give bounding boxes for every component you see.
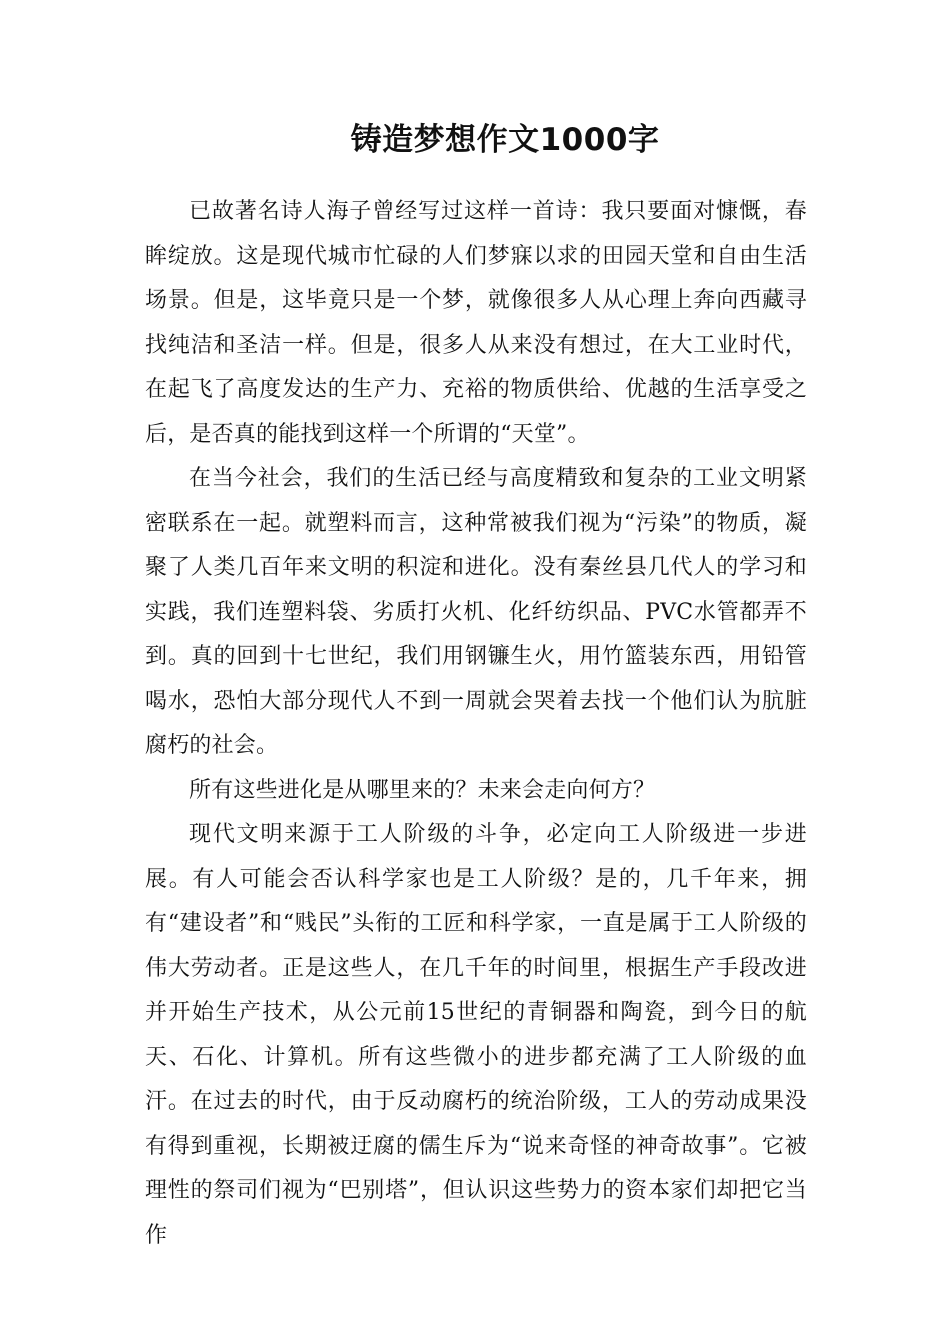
paragraph: 所有这些进化是从哪里来的？未来会走向何方？ xyxy=(189,777,656,803)
document-title: 铸造梦想作文1000字 xyxy=(350,122,660,158)
document-body xyxy=(145,190,807,1258)
paragraph: 现代文明来源于工人阶级的斗争，必定向工人阶级进一步进展。有人可能会否认科学家也是工人阶级？是的，几千年来，拥有“建设者”和“贱民”头衔的工匠和科学家，一直是属于工人阶级的伟大劳动者。正是这些人，在几千年的时间里，根据生产手段改进并开始生产技术，从公元前15世纪的青铜器和陶瓷，到今日的航天、石化、计算机。所有这些微小的进步都充满了工人阶级的血汗。在过去的时代，由于反动腐朽的统治阶级，工人的劳动成果没有得到重视，长期被迂腐的儒生斥为“说来奇怪的神奇故事”。它被理性的祭司们视为“巴别塔”，但认识这些势力的资本家们却把它当作 xyxy=(145,822,807,1248)
paragraph: 在当今社会，我们的生活已经与高度精致和复杂的工业文明紧密联系在一起。就塑料而言，这种常被我们视为“污染”的物质，凝聚了人类几百年来文明的积淀和进化。没有秦丝县几代人的学习和实践，我们连塑料袋、劣质打火机、化纤纺织品、PVC水管都弄不到。真的回到十七世纪，我们用钢镰生火，用竹篮装东西，用铅管喝水，恐怕大部分现代人不到一周就会哭着去找一个他们认为肮脏腐朽的社会。 xyxy=(145,466,807,758)
paragraph: 已故著名诗人海子曾经写过这样一首诗：我只要面对慷慨，春眸绽放。这是现代城市忙碌的人们梦寐以求的田园天堂和自由生活场景。但是，这毕竟只是一个梦，就像很多人从心理上奔向西藏寻找纯洁和圣洁一样。但是，很多人从来没有想过，在大工业时代，在起飞了高度发达的生产力、充裕的物质供给、优越的生活享受之后，是否真的能找到这样一个所谓的“天堂”。 xyxy=(145,199,807,447)
